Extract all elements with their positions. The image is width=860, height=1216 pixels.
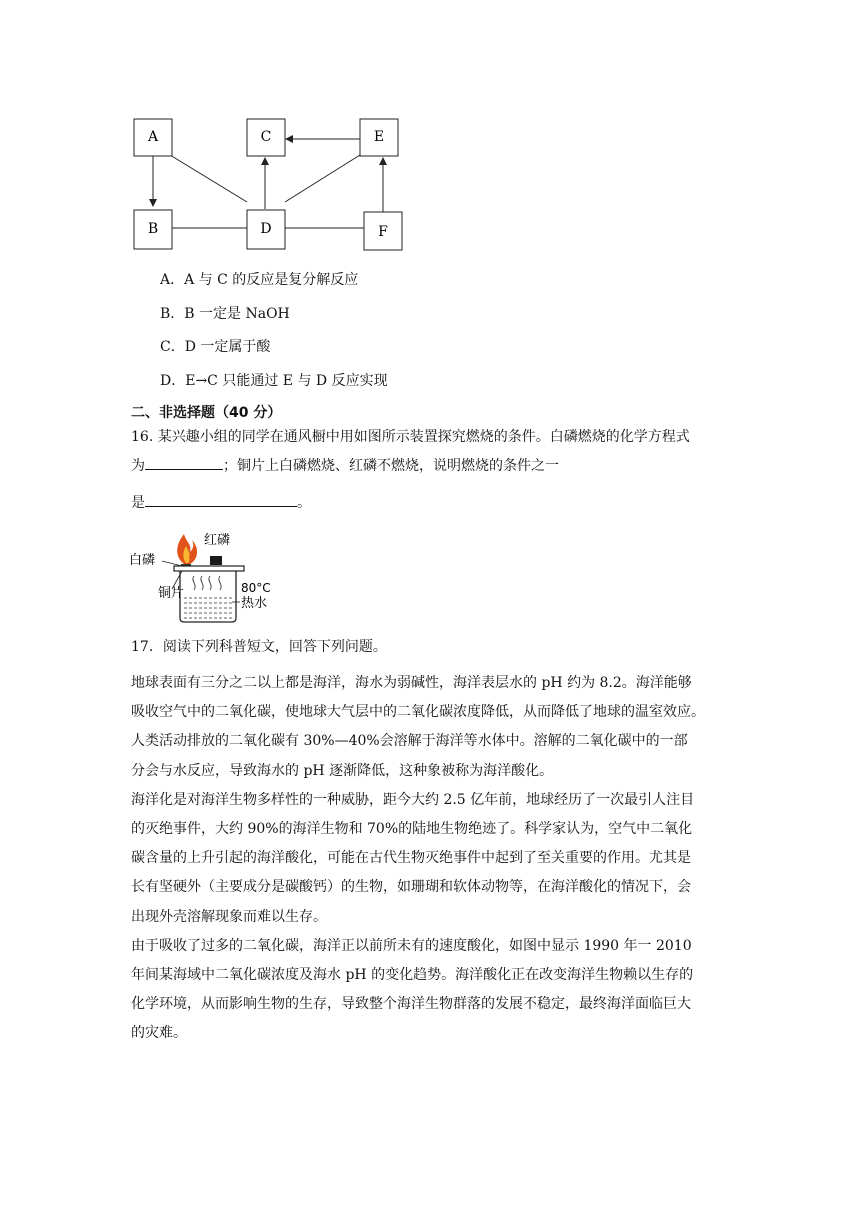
q16-line3-pre: 是 [131,495,145,512]
node-e [360,119,398,156]
q17-passage [131,669,735,1049]
red-phosphorus [210,556,222,565]
q17-p1-line: 分会与水反应，导致海水的 pH 逐渐降低，这种象被称为海洋酸化。 [131,762,554,779]
node-b [134,210,172,249]
combustion-apparatus [128,526,278,626]
leader-white [162,561,182,566]
flame-icon [177,534,197,564]
q16-line2-pre: 为 [131,458,145,475]
label-temp: 80°C [241,581,271,595]
option-c: C．D 一定属于酸 [160,339,271,355]
node-a [134,119,172,156]
node-c-label: C [260,129,272,145]
q17-p2-line: 海洋化是对海洋生物多样性的一种威胁，距今大约 2.5 亿年前，地球经历了一次最引人注目 [131,791,695,808]
option-d: D．E→C 只能通过 E 与 D 反应实现 [160,373,388,389]
steam [193,576,221,590]
node-e-label: E [373,129,385,145]
node-f-label: F [378,224,388,240]
q17-p1-line: 吸收空气中的二氧化碳，使地球大气层中的二氧化碳浓度降低，从而降低了地球的温室效应。 [131,704,705,721]
q17-p1-line: 人类活动排放的二氧化碳有 30%—40%会溶解于海洋等水体中。溶解的二氧化碳中的一部 [131,733,688,750]
q17-p2-line: 出现外壳溶解现象而难以生存。 [131,908,327,925]
reaction-diagram [128,110,408,260]
q17-p3-line: 年间某海域中二氧化碳浓度及海水 pH 的变化趋势。海洋酸化正在改变海洋生物赖以生存的 [131,967,694,984]
node-d-label: D [260,221,272,237]
section-heading: 二、非选择题（40 分） [131,405,282,421]
label-copper: 铜片 [158,586,185,601]
node-b-label: B [147,221,159,237]
q16-line2 [131,452,735,481]
q17-p1-line: 地球表面有三分之二以上都是海洋，海水为弱碱性，海洋表层水的 pH 约为 8.2。海洋能够 [131,675,692,691]
node-f [364,212,402,250]
option-b: B．B 一定是 NaOH [160,306,290,322]
node-d [247,210,285,249]
beaker [180,571,236,622]
label-white-p: 白磷 [129,553,156,568]
q17-p2-line: 长有坚硬外（主要成分是碳酸钙）的生物，如珊瑚和软体动物等，在海洋酸化的情况下，会 [131,879,691,896]
q16-blank-condition[interactable] [145,492,297,507]
q17-p3-line: 的灾难。 [131,1025,187,1042]
hot-water [184,598,232,618]
q17-p3-line: 化学环境，从而影响生物的生存，导致整个海洋生物群落的发展不稳定，最终海洋面临巨大 [131,996,691,1013]
node-c [247,119,285,156]
q17-p3-line: 由于吸收了过多的二氧化碳，海洋正以前所未有的速度酸化，如图中显示 1990 年一 2010 [131,937,692,954]
q16-line2-post: ；铜片上白磷燃烧、红磷不燃烧，说明燃烧的条件之一 [223,458,559,475]
line-a-d [170,155,247,202]
line-e-d [285,155,360,202]
node-a-label: A [147,129,159,145]
label-red-p: 红磷 [204,533,231,548]
q16-text [131,423,735,519]
q16-line3 [131,489,735,518]
q17-p2-line: 的灭绝事件，大约 90%的海洋生物和 70%的陆地生物绝迹了。科学家认为，空气中二氧化 [131,821,693,838]
q17-p2-line: 碳含量的上升引起的海洋酸化，可能在古代生物灭绝事件中起到了至关重要的作用。尤其是 [131,850,691,867]
option-a: A．A 与 C 的反应是复分解反应 [160,272,359,288]
label-water: 热水 [241,596,268,611]
q16-blank-equation[interactable] [145,455,223,470]
q16-line3-post: 。 [297,495,311,512]
copper-plate [174,566,244,571]
q17-title: 17．阅读下列科普短文，回答下列问题。 [131,639,387,655]
q16-line1: 16. 某兴趣小组的同学在通风橱中用如图所示装置探究燃烧的条件。白磷燃烧的化学方程式 [131,429,690,445]
